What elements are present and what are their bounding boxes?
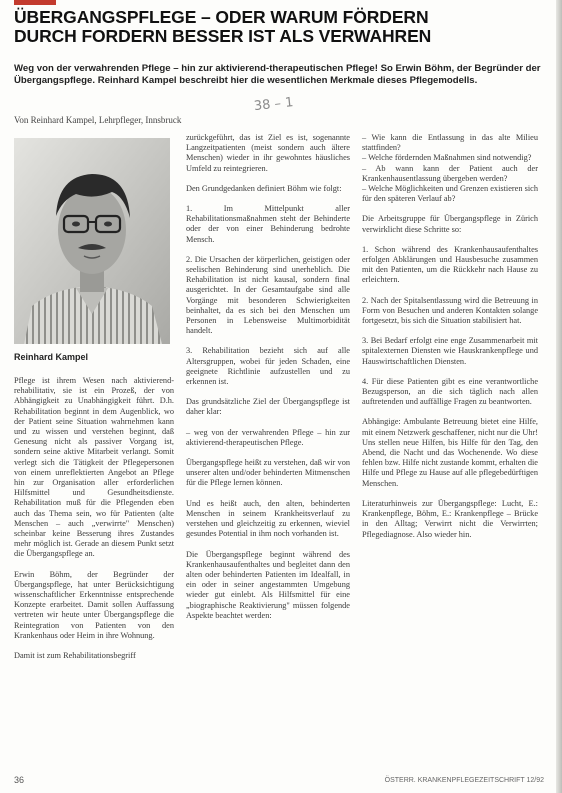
list-item: 1. Im Mittelpunkt aller Rehabilitationsmaßnahmen steht der Behinderte oder der von einer Behinderung bedrohte Mensch. — [186, 204, 350, 244]
author-portrait-image — [14, 138, 170, 344]
paragraph: zurückgeführt, das ist Ziel es ist, sogenannte Langzeitpatienten (meist sondern auch ältere Menschen) wieder in ihr gewohntes häusliches Umfeld zu reintegrieren. — [186, 133, 350, 173]
headline-line-1: ÜBERGANGSPFLEGE – ODER WARUM FÖRDERN — [14, 7, 429, 27]
top-color-bar — [14, 0, 56, 5]
paragraph: Den Grundgedanken definiert Böhm wie folgt: — [186, 183, 342, 193]
list-item: 2. Die Ursachen der körperlichen, geistigen oder seelischen Behinderung sind unerheblich. Die Rehabilitation ist nicht kausal, sondern final ausgerichtet. In der Gesamtaufgabe sind alle Vorgänge mit besonderen Schwierigkeiten beinhaltet, da es sich bei den Menschen um Personen in Lebensweise Multimorbidität handelt. — [186, 254, 350, 336]
paragraph: Pflege ist ihrem Wesen nach aktivierend-rehabilitativ, sie ist ein Prozeß, der von Abhängigkeit zu Unabhängigkeit führt. D.h. Rehabilitation beginnt in dem Augenblick, wo der Patient seine Situation wahrnehmen kann und zu wissen und verstehen beginnt, daß Genesung nicht als passiver Vorgang ist, sondern seine aktive Mitarbeit verlangt. Somit verlegt sich die Tätigkeit der Pflegepersonen von einem unreflektierten Angebot an Pflege hin zur Organisation aller erforderlichen Hilfsmittel und Gesundheitsdienste. Rehabilitation muß für die Pflegenden eben auch das Thema sein, wo für Patienten (alte Menschen – auch „verwirrte" Menschen) scheinbar keine Besserung ihres Zustandes mehr möglich ist. Gerade an diesem Punkt setzt die Übergangspflege an. — [14, 376, 174, 559]
paragraph: Damit ist zum Rehabilitationsbegriff — [14, 651, 136, 661]
paragraph: Das grundsätzliche Ziel der Übergangspflege ist daher klar: — [186, 397, 350, 417]
paragraph: Die Übergangspflege beginnt während des Krankenhausaufenthaltes und begleitet dann den alten oder behinderten Patienten im Idealfall, in ein oder in seiner angestammten Umgebung wieder gut einlebt. Als Hilfsmittel für eine „biographische Reaktivierung" müssen folgende Aspekte beachtet werden: — [186, 549, 350, 620]
author-photo — [14, 138, 170, 344]
text-column-1 — [14, 376, 174, 671]
paragraph: Die Arbeitsgruppe für Übergangspflege in Zürich verwirklicht diese Schritte so: — [362, 214, 538, 234]
article-lead: Weg von der verwahrenden Pflege – hin zur aktivierend-therapeutischen Pflege! So Erwin Böhm, der Begründer der Übergangspflege. Reinhard Kampel beschreibt hier die wesentlichen Merkmale dieses Pflegemodells. — [14, 63, 541, 86]
paragraph: Übergangspflege heißt zu verstehen, daß wir von unserer alten und/oder behinderten Mitmenschen für die Pflege lernen können. — [186, 458, 350, 488]
journal-source: ÖSTERR. KRANKENPFLEGEZEITSCHRIFT 12/92 — [384, 777, 544, 784]
list-item: 3. Bei Bedarf erfolgt eine enge Zusammenarbeit mit spitalexternen Diensten wie Hauskrankenpflege und Hauswirtschaftlichen Diensten. — [362, 336, 538, 366]
list-item: 2. Nach der Spitalsentlassung wird die Betreuung in Form von Besuchen und anderen Kontakten solange fortgesetzt, bis sich die Situation stabilisiert hat. — [362, 295, 538, 326]
paragraph: Und es heißt auch, den alten, behinderten Menschen in seinem Krankheitsverlauf zu verstehen und gleichzeitig zu erkennen, wieviel gesundes Potential in ihm noch vorhanden ist. — [186, 498, 350, 539]
list-item: 4. Für diese Patienten gibt es eine verantwortliche Bezugsperson, an die sich täglich nach allen auftretenden und auffällige Fragen zu beantworten. — [362, 376, 538, 407]
article-byline: Von Reinhard Kampel, Lehrpfleger, Innsbruck — [14, 115, 182, 125]
photo-caption: Reinhard Kampel — [14, 352, 89, 362]
question-list: – Wie kann die Entlassung in das alte Milieu stattfinden? – Welche fördernden Maßnahmen sind notwendig? – Ab wann kann der Patient auch der Krankenhausentlassung übergeben werden? – Welche Möglichkeiten und Grenzen existieren sich für den späteren Verlauf ab? — [362, 133, 538, 204]
paragraph: Literaturhinweis zur Übergangspflege: Lucht, E.: Krankenpflege, Böhm, E.: Krankenpflege – Brücke in den Alltag; Verwirrt nicht die Verwirrten; Pflegediagnose. Also wieder hin. — [362, 498, 538, 539]
text-column-2 — [186, 133, 350, 631]
text-column-3 — [362, 133, 538, 550]
list-item: 3. Rehabilitation bezieht sich auf alle Altersgruppen, wobei für jeden Schaden, eine geeignete Richtlinie aufzustellen und zu erkennen ist. — [186, 346, 350, 387]
page-edge-shadow — [556, 0, 562, 793]
page-footer — [14, 775, 544, 789]
list-item: 1. Schon während des Krankenhausaufenthaltes erfolgen Abklärungen und Hausbesuche zusammen mit den Patienten, um die Rückkehr nach Hause zu erleichtern. — [362, 244, 538, 285]
page-number: 36 — [14, 775, 25, 785]
headline-line-2: DURCH FORDERN BESSER IST ALS VERWAHREN — [14, 26, 432, 46]
paragraph: Abhängige: Ambulante Betreuung bietet eine Hilfe, mit einem Netzwerk geschaffener, nicht nur die Uhr! Uns stellen neue Hilfen, bis Hilfe für den Tag, den Abend, die Nacht und das Wochenende. Wo diese fehlen bzw. Hilfe nicht zustande kommt, erhalten die Hilfe und Pflege zu Hause auf alle pflegebedürftigen Menschen. — [362, 417, 538, 488]
paragraph: – weg von der verwahrenden Pflege – hin zur aktivierend-therapeutischen Pflege. — [186, 427, 350, 447]
paragraph: Erwin Böhm, der Begründer der Übergangspflege, hat unter Berücksichtigung wissenschaftlicher Erkenntnisse entsprechende Konzepte erarbeitet. Damit sollen Auffassung vertreten wir heute unter Übergangspflege die Reintegration von Patienten von den Krankenhaus oder Heim in ihre Wohnung. — [14, 569, 174, 640]
article-headline — [14, 8, 534, 46]
handwritten-mark: 38 – 1 — [253, 95, 295, 115]
